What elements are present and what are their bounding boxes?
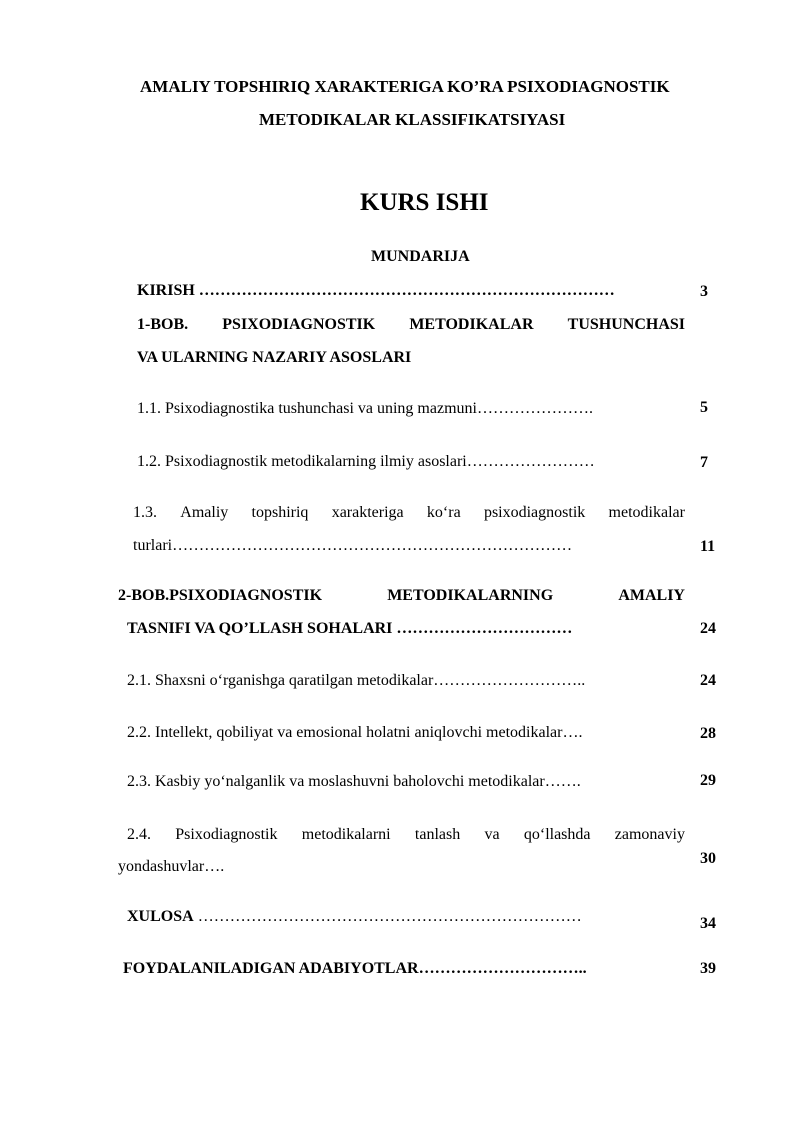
toc-page-1-3: 11: [700, 538, 716, 555]
word: AMALIY: [618, 587, 685, 604]
word: qo‘llashda: [523, 826, 591, 843]
word: METODIKALARNING: [387, 587, 554, 604]
xulosa-label: XULOSA: [127, 908, 194, 925]
word: 2.4.: [127, 826, 151, 843]
word: xarakteriga: [331, 504, 404, 521]
word: topshiriq: [251, 504, 309, 521]
header-line-2: METODIKALAR KLASSIFIKATSIYASI: [259, 110, 566, 129]
toc-chapter-2-line-1: [118, 587, 685, 605]
word: 2-BOB.PSIXODIAGNOSTIK: [118, 587, 323, 604]
word: metodikalarni: [301, 826, 391, 843]
toc-page-2-3: 29: [700, 772, 716, 789]
toc-page-2-4: 30: [700, 850, 716, 867]
toc-entry-xulosa: [127, 908, 582, 926]
toc-entry-2-1: 2.1. Shaxsni o‘rganishga qaratilgan metodikalar………………………..: [127, 672, 586, 689]
word: METODIKALAR: [409, 316, 534, 333]
header-line-1: AMALIY TOPSHIRIQ XARAKTERIGA KO’RA PSIXODIAGNOSTIK: [140, 77, 670, 96]
word: metodikalar: [608, 504, 685, 521]
toc-page-kirish: 3: [700, 283, 708, 300]
toc-page-1-1: 5: [700, 399, 708, 416]
toc-entry-2-4-line-2: yondashuvlar….: [118, 858, 225, 875]
xulosa-leader-dots: ………………………………………………………………: [193, 908, 582, 925]
toc-page-2-1: 24: [700, 672, 716, 689]
toc-entry-2-3: 2.3. Kasbiy yo‘nalganlik va moslashuvni baholovchi metodikalar…….: [127, 773, 581, 790]
toc-chapter-2-line-2: TASNIFI VA QO’LLASH SOHALARI ……………………………: [127, 620, 573, 637]
toc-entry-references: FOYDALANILADIGAN ADABIYOTLAR…………………………..: [123, 960, 587, 977]
toc-page-references: 39: [700, 960, 716, 977]
toc-entry-1-3-line-2: turlari…………………………………………………………………: [133, 537, 573, 554]
toc-entry-2-2: 2.2. Intellekt, qobiliyat va emosional holatni aniqlovchi metodikalar….: [127, 724, 583, 741]
toc-page-xulosa: 34: [700, 915, 716, 932]
toc-page-1-2: 7: [700, 454, 708, 471]
word: Psixodiagnostik: [175, 826, 278, 843]
toc-entry-1-2: 1.2. Psixodiagnostik metodikalarning ilmiy asoslari……………………: [137, 453, 595, 470]
word: tanlash: [414, 826, 461, 843]
toc-title: MUNDARIJA: [371, 248, 470, 265]
word: 1.3.: [133, 504, 157, 521]
word: Amaliy: [180, 504, 229, 521]
word: va: [484, 826, 500, 843]
toc-entry-1-3-line-1: [133, 504, 685, 522]
toc-entry-kirish: KIRISH ……………………………………………………………………: [137, 282, 615, 299]
toc-entry-2-4-line-1: [127, 826, 685, 844]
word: TUSHUNCHASI: [567, 316, 685, 333]
toc-chapter-1-line-1: [137, 316, 685, 334]
word: ko‘ra: [426, 504, 461, 521]
word: psixodiagnostik: [483, 504, 586, 521]
word: PSIXODIAGNOSTIK: [222, 316, 376, 333]
document-type: KURS ISHI: [360, 189, 489, 216]
word: zamonaviy: [614, 826, 685, 843]
toc-entry-1-1: 1.1. Psixodiagnostika tushunchasi va uning mazmuni………………….: [137, 400, 593, 417]
toc-chapter-1-line-2: VA ULARNING NAZARIY ASOSLARI: [137, 349, 412, 366]
toc-page-chapter-2: 24: [700, 620, 716, 637]
word: 1-BOB.: [137, 316, 189, 333]
toc-page-2-2: 28: [700, 725, 716, 742]
